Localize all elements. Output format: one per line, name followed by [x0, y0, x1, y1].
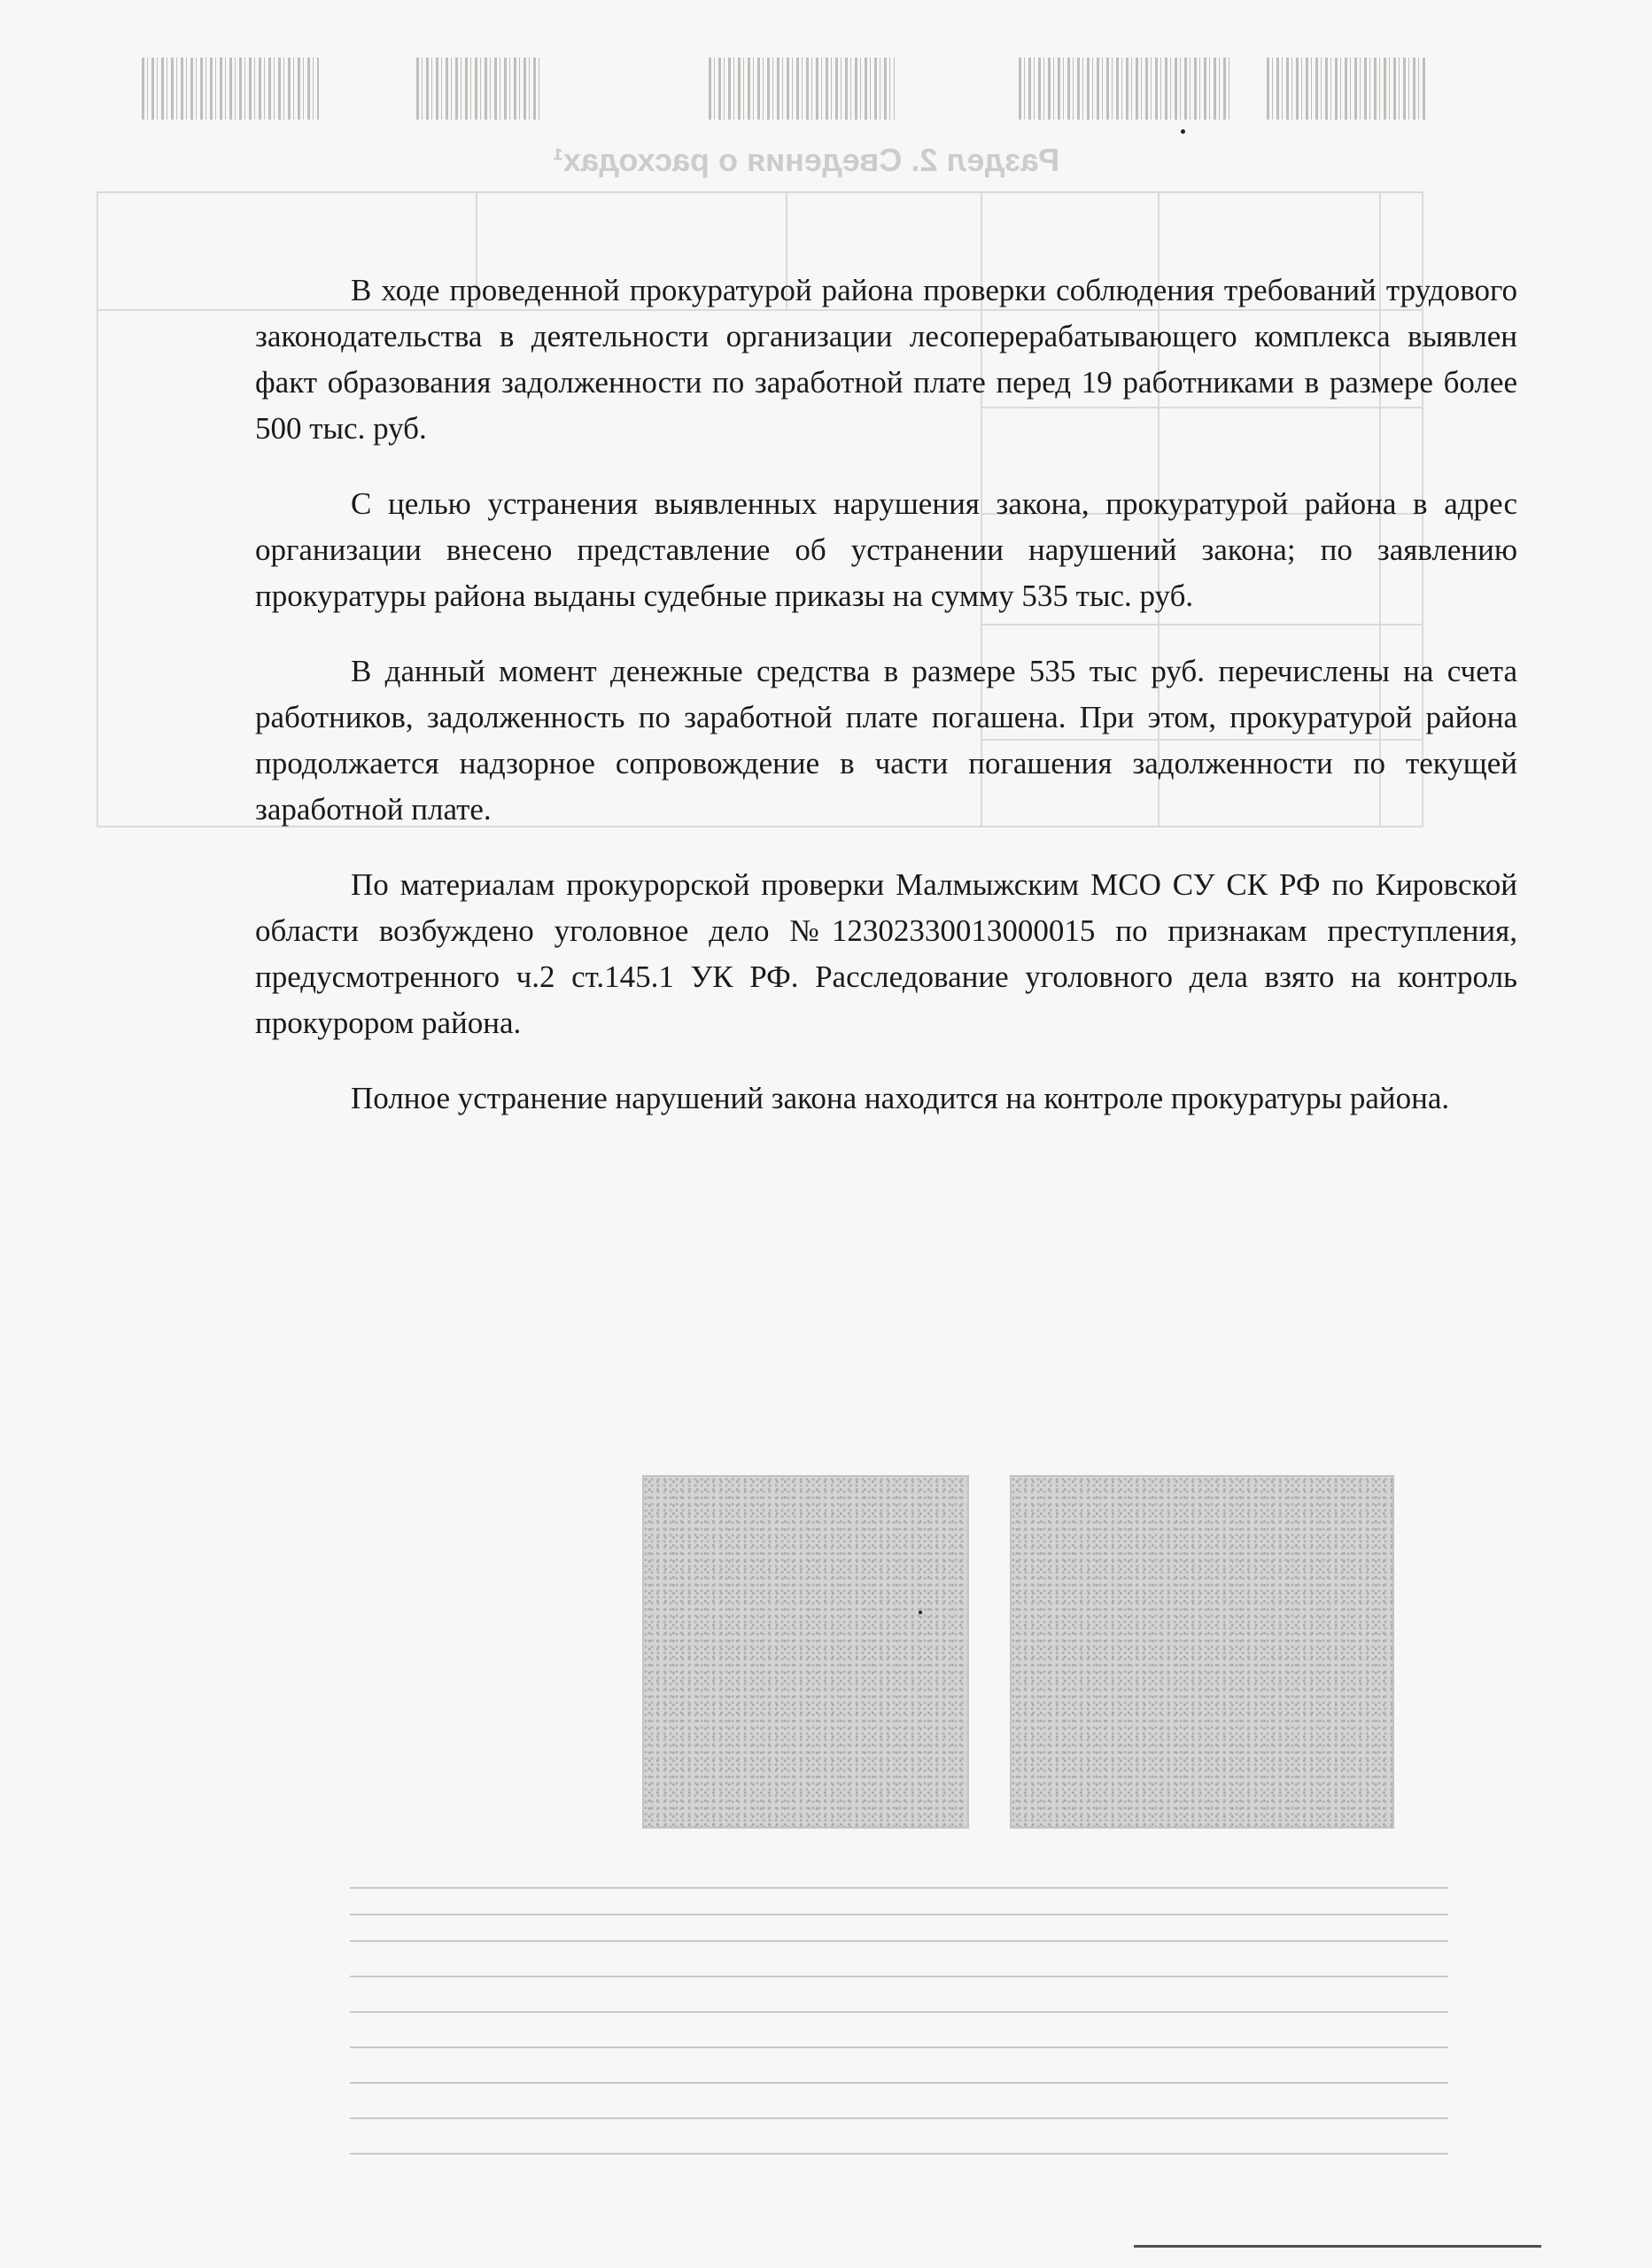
barcode-artifact — [1019, 58, 1231, 120]
barcode-artifact — [416, 58, 540, 120]
bleed-through-footnote-line — [350, 2011, 1448, 2013]
document-body — [255, 268, 1517, 1122]
barcode-artifact — [1267, 58, 1426, 120]
bleed-through-footnote-line — [350, 1914, 1448, 1915]
barcode-artifact — [142, 58, 319, 120]
bleed-through-footnote-line — [350, 1940, 1448, 1942]
barcode-artifact — [709, 58, 895, 120]
paragraph: В ходе проведенной прокуратурой района проверки соблюдения требований трудового законодательства в деятельности организации лесоперерабатывающего комплекса выявлен факт образования задолженности по заработной плате перед 19 работниками в размере более 500 тыс. руб. — [255, 273, 1517, 446]
scan-speck — [919, 1611, 922, 1614]
bleed-through-footnote-line — [350, 1976, 1448, 1977]
bleed-through-footnote-line — [350, 2153, 1448, 2155]
paragraph: Полное устранение нарушений закона находится на контроле прокуратуры района. — [351, 1081, 1450, 1115]
paragraph: По материалам прокурорской проверки Малмыжским МСО СУ СК РФ по Кировской области возбуждено уголовное дело №12302330013000015 по признакам преступления, предусмотренного ч.2 ст.145.1 УК РФ. Расследование уголовного дела взято на контроль прокурором района. — [255, 867, 1517, 1040]
bleed-through-footnote-line — [350, 2082, 1448, 2084]
bottom-rule — [1134, 2245, 1541, 2248]
bleed-through-footnote-line — [350, 1887, 1448, 1889]
paragraph: С целью устранения выявленных нарушения закона, прокуратурой района в адрес организации внесено представление об устранении нарушений закона; по заявлению прокуратуры района выданы судебные приказы на сумму 535 тыс. руб. — [255, 486, 1517, 613]
bleed-through-title: Раздел 2. Сведения о расходах¹ — [552, 142, 1060, 178]
bleed-through-footnote-line — [350, 2117, 1448, 2119]
scan-speck — [1181, 129, 1185, 134]
bleed-through-footnote-line — [350, 2047, 1448, 2048]
paragraph: В данный момент денежные средства в размере 535 тыс руб. перечислены на счета работников, задолженность по заработной плате погашена. При этом, прокуратурой района продолжается надзорное сопровождение в части погашения задолженности по текущей заработной плате. — [255, 654, 1517, 827]
bleed-through-qr — [1010, 1475, 1394, 1829]
bleed-through-qr — [642, 1475, 969, 1829]
